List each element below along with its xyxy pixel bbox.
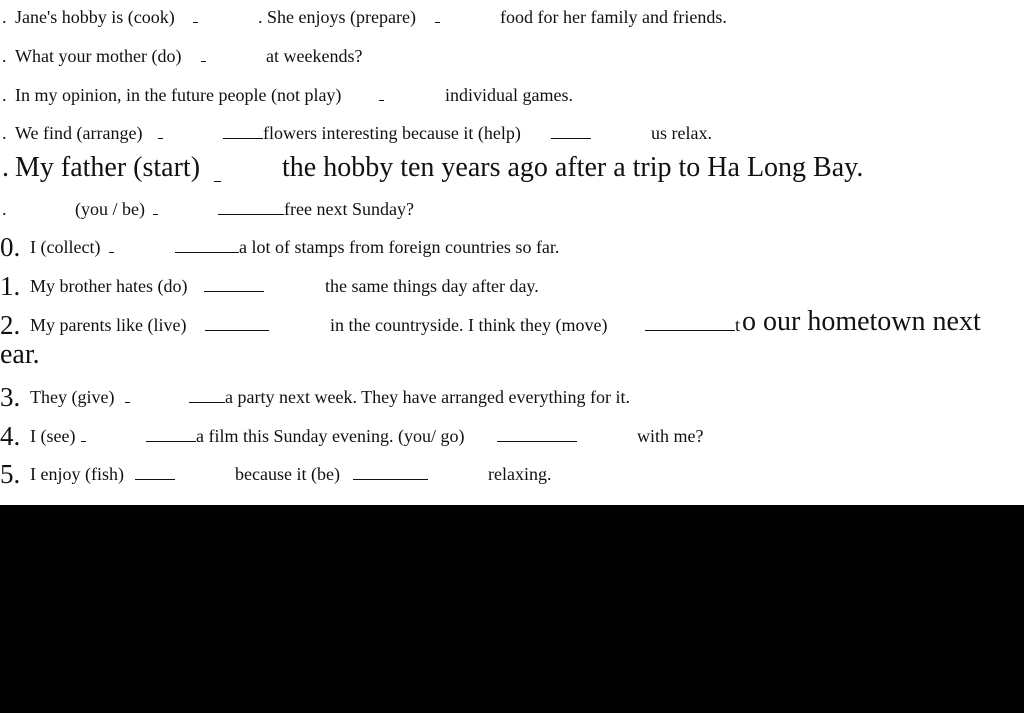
item-text: ear. (0, 339, 40, 370)
item-text: t (735, 315, 741, 335)
item-text: We find (arrange) (15, 123, 143, 143)
answer-blank (223, 122, 263, 144)
answer-blank (497, 425, 577, 447)
answer-blank (379, 84, 384, 106)
item-text: . She enjoys (prepare) (258, 7, 416, 27)
answer-blank (125, 386, 130, 408)
item-text: in the countryside. I think they (move) (330, 315, 608, 335)
item-number: 2. (0, 310, 21, 340)
answer-blank (214, 158, 221, 190)
item-text: individual games. (445, 85, 573, 105)
answer-blank (645, 314, 735, 336)
answer-blank (81, 425, 86, 447)
item-text: I (see) (30, 426, 76, 446)
item-text: flowers interesting because it (help) (263, 123, 521, 143)
answer-blank (201, 45, 206, 67)
answer-blank (135, 463, 175, 485)
item-text: (you / be) (75, 199, 145, 219)
item-text: They (give) (30, 387, 115, 407)
item-text: My brother hates (do) (30, 276, 188, 296)
answer-blank (153, 198, 158, 220)
item-number: . (2, 7, 7, 27)
item-number: . (2, 123, 7, 143)
item-text: the hobby ten years ago after a trip to Ha Long Bay. (282, 152, 864, 183)
item-text: at weekends? (266, 46, 363, 66)
item-text: relaxing. (488, 464, 552, 484)
answer-blank (435, 6, 440, 28)
item-number: . (2, 85, 7, 105)
item-text: I enjoy (fish) (30, 464, 124, 484)
answer-blank (204, 275, 264, 297)
answer-blank (205, 314, 269, 336)
item-text: the same things day after day. (325, 276, 539, 296)
answer-blank (109, 236, 114, 258)
answer-blank (146, 425, 196, 447)
item-text: with me? (637, 426, 704, 446)
item-number: 0. (0, 232, 21, 262)
answer-blank (175, 236, 239, 258)
item-number: 3. (0, 382, 21, 412)
item-number: . (2, 199, 7, 219)
answer-blank (353, 463, 428, 485)
item-text: a lot of stamps from foreign countries so far. (239, 237, 560, 257)
item-text: o our hometown next (742, 306, 981, 337)
item-number: 1. (0, 271, 21, 301)
item-number: . (2, 46, 7, 66)
black-background-area (0, 505, 1024, 713)
answer-blank (218, 198, 284, 220)
item-text: My father (start) (15, 152, 201, 183)
item-text: food for her family and friends. (500, 7, 727, 27)
answer-blank (551, 122, 591, 144)
item-text: a party next week. They have arranged everything for it. (225, 387, 630, 407)
item-text: What your mother (do) (15, 46, 182, 66)
item-text: I (collect) (30, 237, 101, 257)
item-number: . (2, 152, 9, 183)
item-number: 5. (0, 459, 21, 489)
item-text: My parents like (live) (30, 315, 187, 335)
answer-blank (158, 122, 163, 144)
item-text: us relax. (651, 123, 712, 143)
answer-blank (189, 386, 225, 408)
item-text: free next Sunday? (284, 199, 414, 219)
item-text: because it (be) (235, 464, 340, 484)
item-text: In my opinion, in the future people (not play) (15, 85, 342, 105)
item-text: a film this Sunday evening. (you/ go) (196, 426, 465, 446)
item-number: 4. (0, 421, 21, 451)
answer-blank (193, 6, 198, 28)
item-text: Jane's hobby is (cook) (15, 7, 175, 27)
